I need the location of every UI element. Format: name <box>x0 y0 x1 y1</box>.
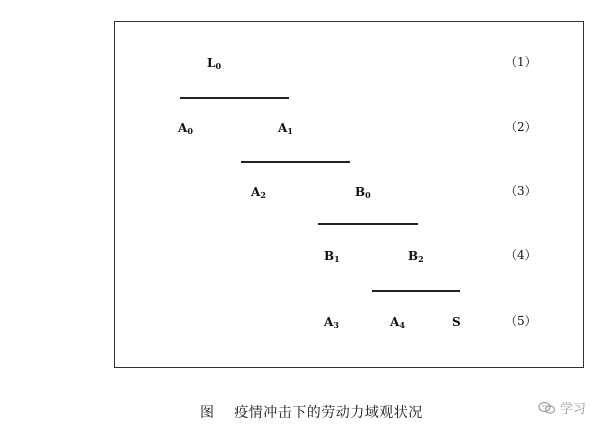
node-a4: $A_4$ <box>390 315 405 330</box>
row-number-5: （5） <box>505 314 537 328</box>
row-number-3: （3） <box>505 184 537 198</box>
node-b2: $B_2$ <box>408 249 424 264</box>
row-number-4: （4） <box>505 248 537 262</box>
row-number-2: （2） <box>505 120 537 134</box>
node-a0: $A_0$ <box>178 121 193 136</box>
node-a3: $A_3$ <box>324 315 339 330</box>
node-l0: $L_0$ <box>207 56 222 71</box>
node-a1: $A_1$ <box>278 121 293 136</box>
wechat-icon <box>538 401 556 419</box>
row-number-1: （1） <box>505 55 537 69</box>
node-s: S <box>452 315 461 329</box>
bracket-line-3 <box>318 223 418 225</box>
node-a2: $A_2$ <box>251 185 266 200</box>
bracket-line-2 <box>241 161 350 163</box>
bracket-line-1 <box>180 97 289 99</box>
bracket-line-4 <box>372 290 460 292</box>
watermark <box>538 398 586 419</box>
figure-caption: 图 疫情冲击下的劳动力域观状况 <box>200 405 423 421</box>
node-b1: $B_1$ <box>324 249 340 264</box>
node-b0: $B_0$ <box>355 185 371 200</box>
watermark-text: 学习 <box>560 402 587 417</box>
